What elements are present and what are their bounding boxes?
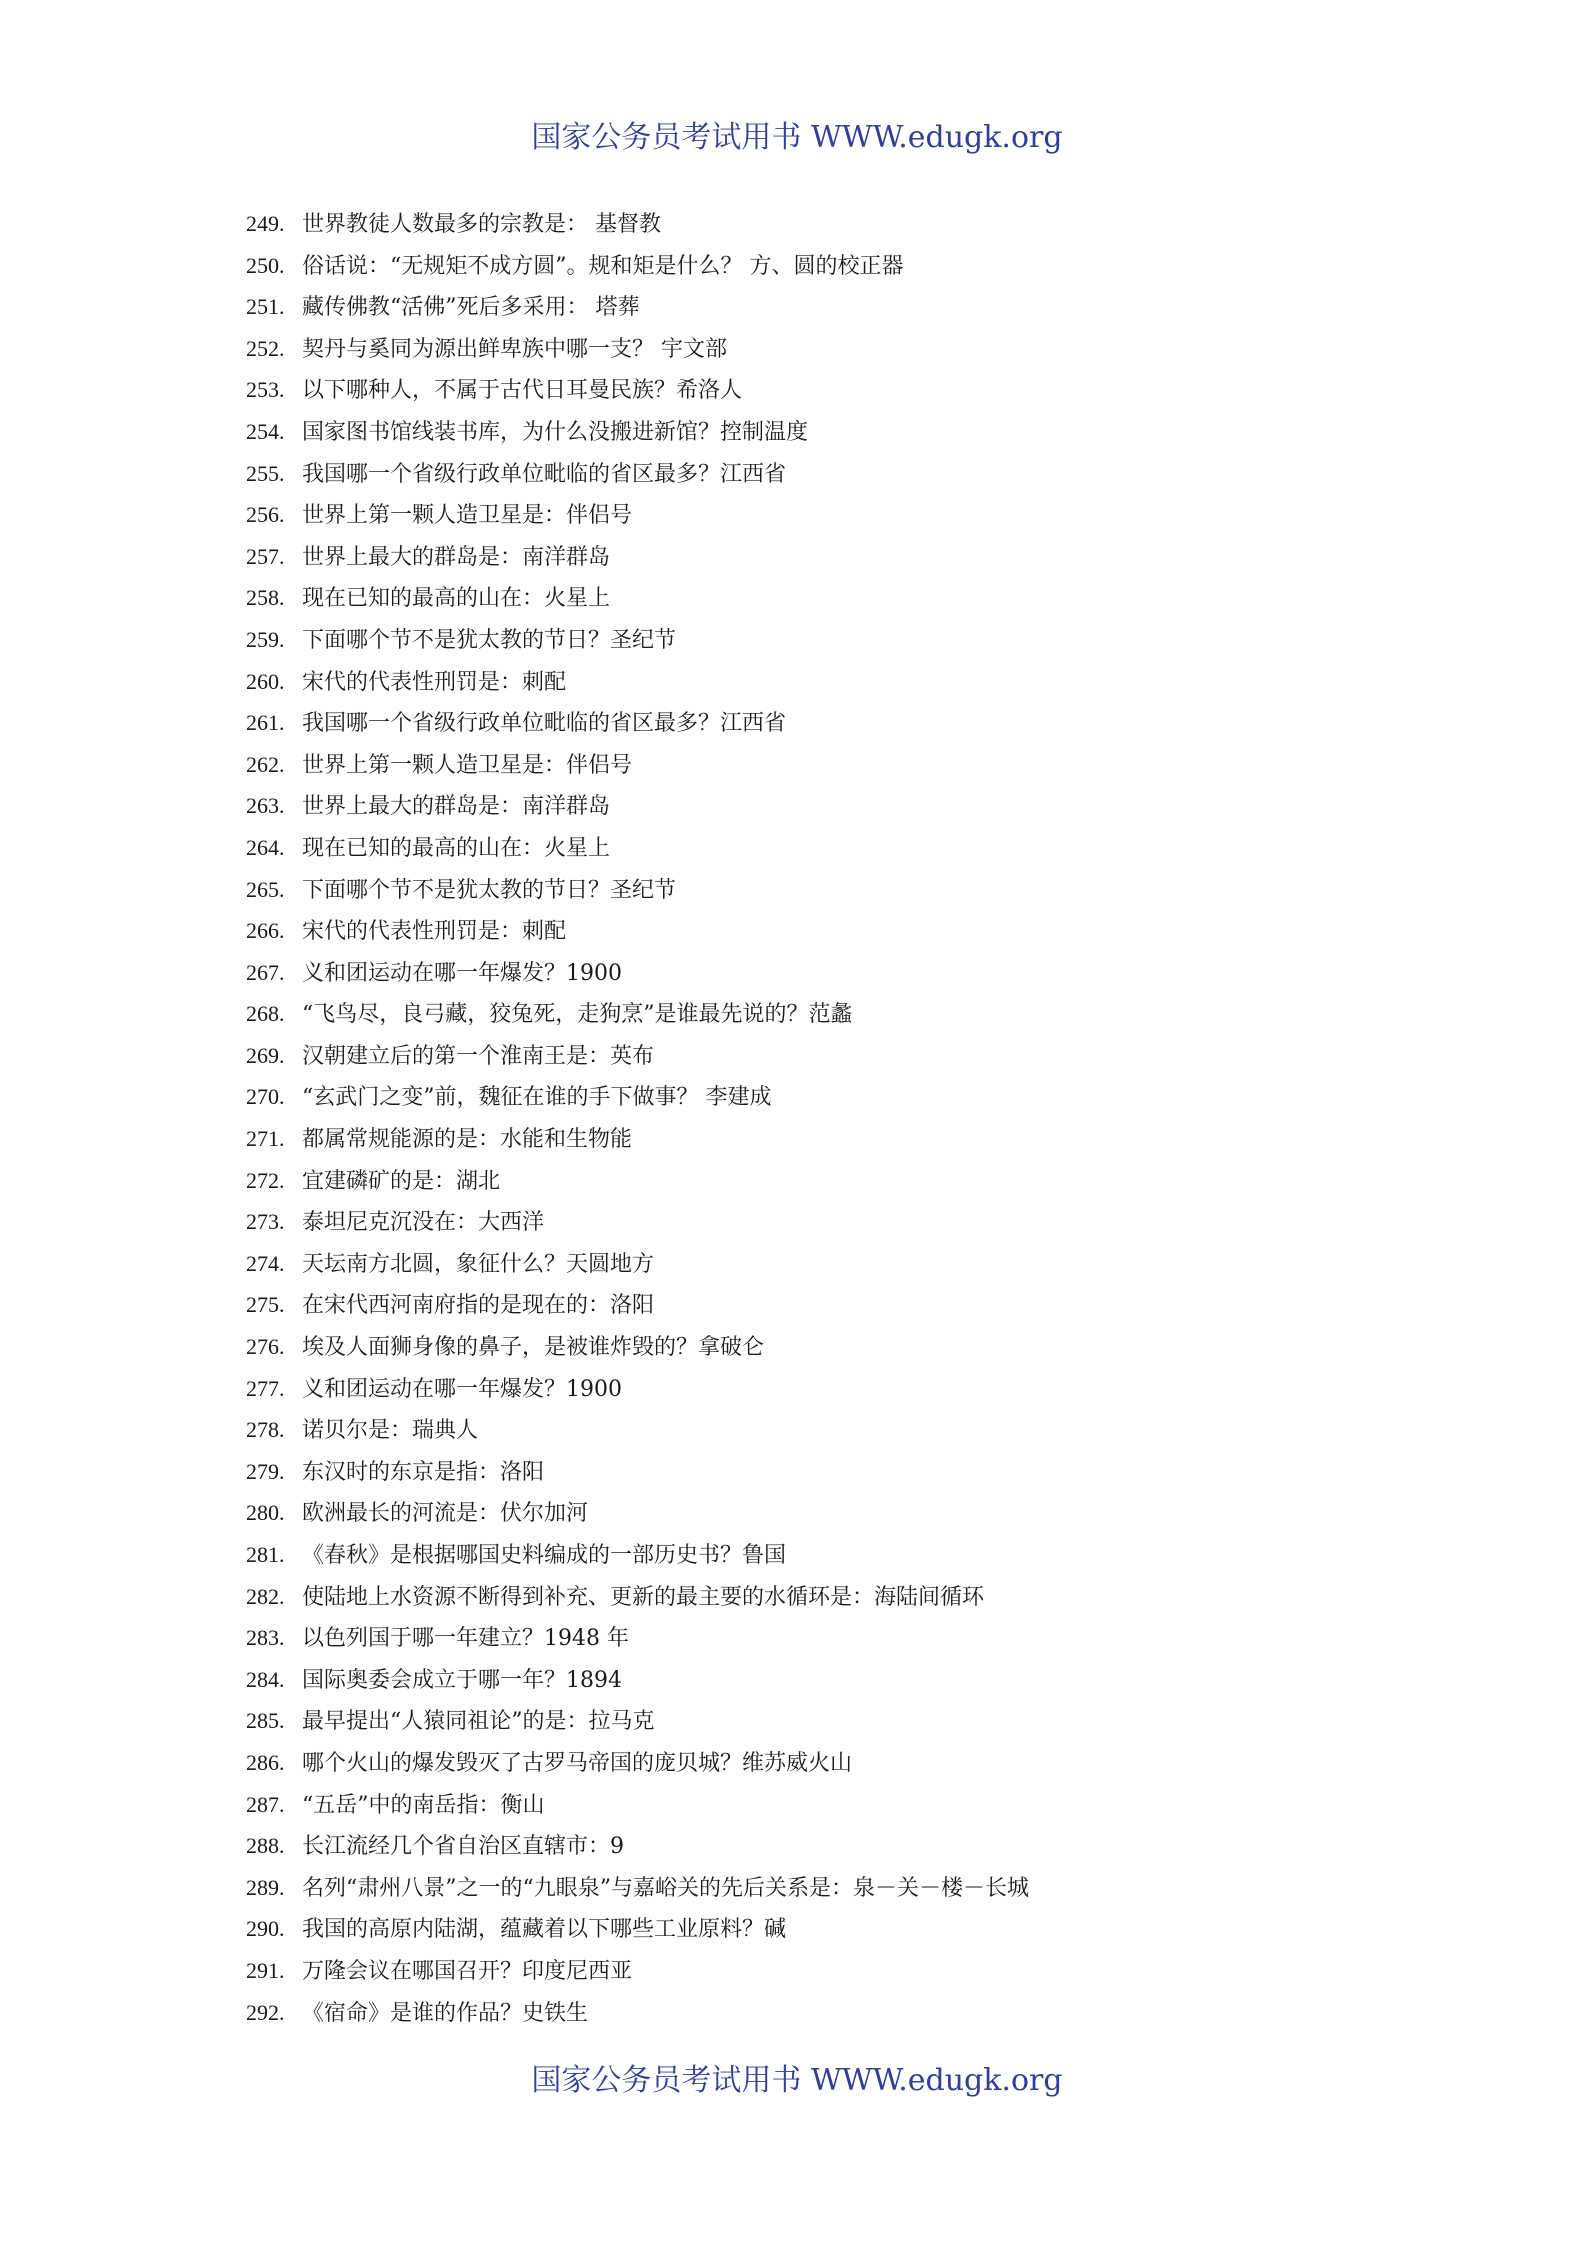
item-number: 272. [246,1167,285,1193]
item-number: 273. [246,1209,285,1235]
item-text: 义和团运动在哪一年爆发？1900 [302,960,622,986]
item-number: 291. [246,1957,285,1983]
list-item [246,1825,1506,1867]
item-text: 长江流经几个省自治区直辖市：9 [302,1834,624,1860]
list-item [246,1368,1506,1410]
item-text: 《春秋》是根据哪国史料编成的一部历史书？鲁国 [302,1543,787,1568]
list-item [246,744,1506,786]
item-text: 世界上最大的群岛是：南洋群岛 [302,794,611,820]
item-number: 249. [246,211,285,236]
item-number: 250. [246,252,285,278]
item-text: 《宿命》是谁的作品？史铁生 [302,2000,589,2026]
list-item [246,785,1506,827]
item-number: 284. [246,1666,285,1692]
item-text: “五岳”中的南岳指：衡山 [302,1792,545,1818]
list-item [246,1284,1506,1326]
item-text: 东汉时的东京是指：洛阳 [302,1459,545,1485]
item-number: 287. [246,1791,285,1817]
item-number: 256. [246,502,285,528]
item-text: “飞鸟尽，良弓藏，狡兔死，走狗烹”是谁最先说的？范蠡 [302,1002,853,1028]
list-item [246,1992,1506,2034]
page-footer: 国家公务员考试用书 WWW.edugk.org [531,2063,1063,2098]
item-number: 277. [246,1375,285,1401]
list-item [246,869,1506,911]
item-number: 282. [246,1583,285,1609]
item-text: 诺贝尔是：瑞典人 [302,1418,479,1444]
item-text: 欧洲最长的河流是：伏尔加河 [302,1501,589,1527]
item-text: 世界教徒人数最多的宗教是： 基督教 [302,212,661,237]
list-item [246,411,1506,453]
item-number: 276. [246,1334,285,1360]
item-text: 现在已知的最高的山在：火星上 [302,835,611,861]
item-text: 国家图书馆线装书库，为什么没搬进新馆？控制温度 [302,419,809,445]
item-number: 254. [246,418,285,444]
list-item [246,910,1506,952]
item-text: 我国哪一个省级行政单位毗临的省区最多？江西省 [302,461,787,487]
item-number: 288. [246,1833,285,1859]
item-text: 俗话说：“无规矩不成方圆”。规和矩是什么？ 方、圆的校正器 [302,253,904,279]
item-text: 宋代的代表性刑罚是：刺配 [302,669,567,695]
item-number: 259. [246,626,285,652]
item-number: 283. [246,1625,285,1651]
question-answer-list [246,203,1506,2033]
item-number: 279. [246,1458,285,1484]
item-text: 都属常规能源的是：水能和生物能 [302,1127,633,1153]
item-text: 下面哪个节不是犹太教的节日？圣纪节 [302,627,677,653]
list-item [246,203,1506,245]
list-item [246,952,1506,994]
list-item [246,1950,1506,1992]
item-text: 世界上最大的群岛是：南洋群岛 [302,544,611,570]
item-number: 255. [246,460,285,486]
item-number: 285. [246,1708,285,1734]
list-item [246,827,1506,869]
list-item [246,1617,1506,1659]
item-text: 我国的高原内陆湖，蕴藏着以下哪些工业原料？碱 [302,1917,787,1943]
item-number: 292. [246,1999,285,2025]
list-item [246,1160,1506,1202]
item-number: 251. [246,294,285,320]
item-text: 藏传佛教“活佛”死后多采用： 塔葬 [302,295,640,321]
list-item [246,993,1506,1035]
item-text: 契丹与奚同为源出鲜卑族中哪一支？ 宇文部 [302,336,727,362]
item-text: 使陆地上水资源不断得到补充、更新的最主要的水循环是：海陆间循环 [302,1584,985,1610]
item-number: 257. [246,543,285,569]
list-item [246,1576,1506,1618]
list-item [246,619,1506,661]
item-text: 名列“肃州八景”之一的“九眼泉”与嘉峪关的先后关系是：泉－关－楼－长城 [302,1875,1029,1901]
item-number: 281. [246,1542,285,1567]
list-item [246,453,1506,495]
list-item [246,1492,1506,1534]
list-item [246,1908,1506,1950]
item-text: 最早提出“人猿同祖论”的是：拉马克 [302,1709,655,1735]
item-text: “玄武门之变”前，魏征在谁的手下做事？ 李建成 [302,1085,772,1111]
item-text: 我国哪一个省级行政单位毗临的省区最多？江西省 [302,711,787,737]
item-number: 263. [246,793,285,819]
item-number: 258. [246,585,285,611]
item-text: 宋代的代表性刑罚是：刺配 [302,919,567,945]
list-item [246,1409,1506,1451]
item-number: 289. [246,1874,285,1900]
item-text: 世界上第一颗人造卫星是：伴侣号 [302,503,633,529]
list-item [246,494,1506,536]
list-item [246,286,1506,328]
item-text: 义和团运动在哪一年爆发？1900 [302,1376,622,1402]
item-number: 268. [246,1001,285,1027]
list-item [246,577,1506,619]
list-item [246,1326,1506,1368]
list-item [246,702,1506,744]
list-item [246,1201,1506,1243]
item-number: 260. [246,668,285,694]
item-text: 埃及人面狮身像的鼻子，是被谁炸毁的？拿破仑 [302,1335,765,1361]
item-number: 280. [246,1500,285,1526]
item-number: 270. [246,1084,285,1110]
item-text: 泰坦尼克沉没在：大西洋 [302,1210,545,1236]
list-item [246,1659,1506,1701]
list-item [246,1867,1506,1909]
item-text: 万隆会议在哪国召开？印度尼西亚 [302,1958,633,1984]
list-item [246,1243,1506,1285]
item-number: 253. [246,377,285,403]
item-number: 264. [246,834,285,860]
item-text: 汉朝建立后的第一个淮南王是：英布 [302,1043,655,1069]
item-number: 271. [246,1126,285,1152]
list-item [246,661,1506,703]
list-item [246,1035,1506,1077]
item-number: 262. [246,751,285,777]
list-item [246,1076,1506,1118]
item-text: 哪个火山的爆发毁灭了古罗马帝国的庞贝城？维苏威火山 [302,1750,853,1776]
list-item [246,1742,1506,1784]
item-text: 宜建磷矿的是：湖北 [302,1168,501,1194]
item-number: 266. [246,918,285,944]
item-text: 下面哪个节不是犹太教的节日？圣纪节 [302,877,677,903]
list-item [246,1118,1506,1160]
item-number: 261. [246,710,285,736]
list-item [246,536,1506,578]
item-number: 252. [246,335,285,361]
list-item [246,369,1506,411]
list-item [246,328,1506,370]
item-number: 274. [246,1250,285,1276]
item-number: 290. [246,1916,285,1942]
item-text: 天坛南方北圆，象征什么？天圆地方 [302,1251,655,1277]
item-number: 275. [246,1292,285,1318]
item-number: 269. [246,1042,285,1068]
item-number: 265. [246,876,285,902]
item-text: 国际奥委会成立于哪一年？1894 [302,1667,622,1693]
list-item [246,1534,1506,1576]
page-header: 国家公务员考试用书 WWW.edugk.org [531,120,1063,155]
item-text: 以下哪种人，不属于古代日耳曼民族？希洛人 [302,378,743,404]
item-number: 286. [246,1749,285,1775]
item-text: 在宋代西河南府指的是现在的：洛阳 [302,1293,655,1319]
list-item [246,1700,1506,1742]
item-number: 278. [246,1417,285,1443]
item-number: 267. [246,959,285,985]
list-item [246,1451,1506,1493]
list-item [246,1784,1506,1826]
item-text: 以色列国于哪一年建立？1948 年 [302,1626,629,1652]
item-text: 世界上第一颗人造卫星是：伴侣号 [302,752,633,778]
list-item [246,245,1506,287]
item-text: 现在已知的最高的山在：火星上 [302,586,611,612]
